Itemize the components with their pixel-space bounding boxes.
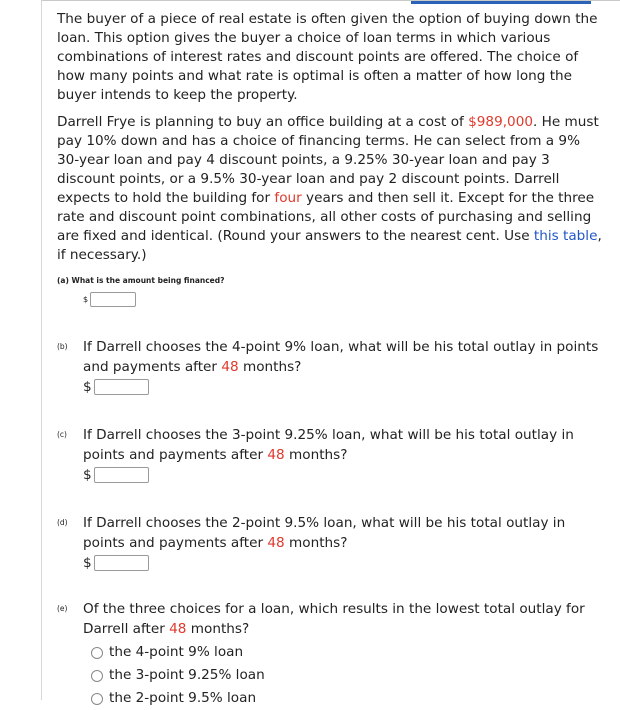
option-2-point-label: the 2-point 9.5% loan [109, 690, 257, 706]
question-d-post: months? [284, 535, 348, 551]
top-border [41, 0, 620, 5]
question-panel [41, 0, 620, 706]
question-d-months: 48 [267, 535, 285, 551]
scenario-paragraph [57, 113, 605, 265]
option-3-point-label: the 3-point 9.25% loan [109, 667, 265, 683]
question-e-post: months? [186, 621, 250, 637]
table-link[interactable]: this table [533, 228, 598, 244]
question-e-body [83, 599, 605, 710]
building-cost: $989,000 [468, 114, 533, 130]
question-e-months: 48 [169, 621, 187, 637]
question-d [57, 513, 605, 573]
question-b-body [83, 337, 605, 397]
question-e [57, 599, 605, 710]
scenario-text-3: years and then sell it. Except for the three rate and discount point combinations, all other costs of purchasing and selling are fixed and identical. (Round your answers to the nearest cent. Use [57, 190, 595, 244]
question-b-label: (b) [57, 342, 68, 351]
currency-symbol: $ [83, 467, 92, 483]
currency-symbol: $ [83, 555, 92, 571]
option-2-point[interactable] [91, 687, 605, 710]
question-c-label: (c) [57, 430, 67, 439]
answer-b-row [83, 377, 605, 397]
radio-2-point[interactable] [91, 693, 103, 705]
intro-paragraph: The buyer of a piece of real estate is often given the option of buying down the loan. This option gives the buyer a choice of loan terms in which various combinations of interest rates and discount points are offered. The choice of how many points and what rate is optimal is often a matter of how long the buyer intends to keep the property. [57, 11, 598, 103]
option-4-point[interactable] [91, 641, 605, 664]
question-e-label: (e) [57, 604, 68, 613]
problem-content [57, 10, 605, 710]
question-b-pre: If Darrell chooses the 4-point 9% loan, what will be his total outlay in points and payments after [83, 339, 599, 375]
currency-symbol: $ [83, 295, 89, 304]
question-e-text [83, 599, 605, 639]
outlay-4-point-input[interactable] [94, 379, 149, 395]
question-d-body [83, 513, 605, 573]
question-a-label: (a) [57, 276, 69, 285]
left-divider [41, 0, 42, 700]
top-accent-bar [411, 1, 591, 4]
outlay-2-point-input[interactable] [94, 555, 149, 571]
question-a-text: What is the amount being financed? [71, 276, 225, 285]
question-a [57, 275, 605, 287]
answer-c-row [83, 465, 605, 485]
question-b-post: months? [238, 359, 302, 375]
question-c-body [83, 425, 605, 485]
question-b [57, 337, 605, 397]
scenario-text-4: , if necessary.) [57, 228, 602, 263]
question-c-pre: If Darrell chooses the 3-point 9.25% loan, what will be his total outlay in points and payments after [83, 427, 574, 463]
scenario-text-2: . He must pay 10% down and has a choice of financing terms. He can select from a 9% 30-year loan and pay 4 discount points, a 9.25% 30-year loan and pay 3 discount points, or a 9.5% 30-year loan and pay 2 discount points. Darrell expects to hold the building for [57, 114, 599, 206]
question-c-text [83, 425, 605, 465]
question-b-text [83, 337, 605, 377]
radio-4-point[interactable] [91, 647, 103, 659]
question-c [57, 425, 605, 485]
option-3-point[interactable] [91, 664, 605, 687]
question-b-months: 48 [221, 359, 239, 375]
currency-symbol: $ [83, 379, 92, 395]
option-4-point-label: the 4-point 9% loan [109, 644, 244, 660]
scenario-text-1: Darrell Frye is planning to buy an office building at a cost of [57, 114, 469, 130]
holding-years: four [274, 190, 302, 206]
question-c-months: 48 [267, 447, 285, 463]
answer-a-row [83, 292, 605, 307]
question-c-post: months? [284, 447, 348, 463]
question-d-pre: If Darrell chooses the 2-point 9.5% loan, what will be his total outlay in points and payments after [83, 515, 566, 551]
question-d-text [83, 513, 605, 553]
answer-d-row [83, 553, 605, 573]
question-d-label: (d) [57, 518, 68, 527]
question-e-pre: Of the three choices for a loan, which results in the lowest total outlay for Darrell after [83, 601, 585, 637]
outlay-3-point-input[interactable] [94, 467, 149, 483]
radio-3-point[interactable] [91, 670, 103, 682]
amount-financed-input[interactable] [90, 292, 136, 307]
